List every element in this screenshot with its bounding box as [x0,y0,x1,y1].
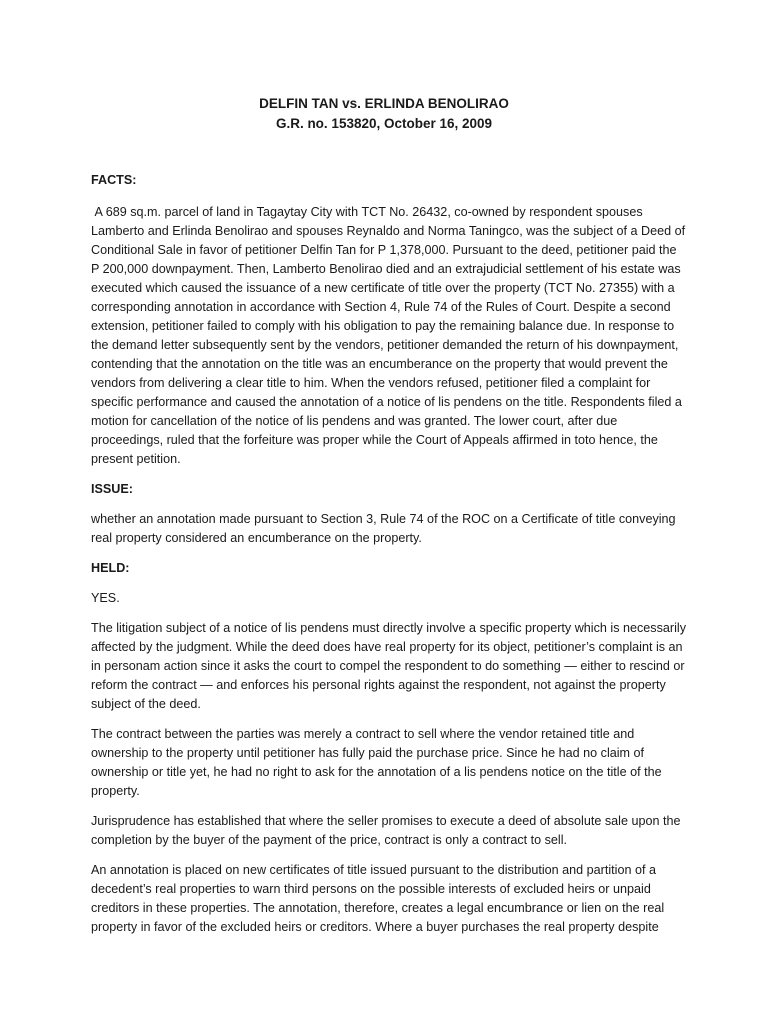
issue-paragraph: whether an annotation made pursuant to Section 3, Rule 74 of the ROC on a Certificate of title conveying real property considered an encumberance on the property. [91,512,680,545]
case-citation: G.R. no. 153820, October 16, 2009 [275,116,493,131]
held-paragraph-4: An annotation is placed on new certificates of title issued pursuant to the distribution and partition of a decedent’s real properties to warn third persons on the possible interests of excluded heirs or unpaid creditors in these properties. The annotation, therefore, creates a legal encumbrance or lien on the real property in favor of the excluded heirs or creditors. Where a buyer purchases the real property despite [91,863,668,934]
held-heading: HELD: [91,561,130,575]
case-title: DELFIN TAN vs. ERLINDA BENOLIRAO [259,96,509,111]
held-paragraph-1: The litigation subject of a notice of lis pendens must directly involve a specific property which is necessarily affected by the judgment. While the deed does have real property for its object, petitioner’s complaint is an in personam action since it asks the court to compel the respondent to do something — either to rescind or reform the contract — and enforces his personal rights against the respondent, not against the property subject of the deed. [91,621,690,711]
issue-heading: ISSUE: [91,482,133,496]
held-paragraph-3: Jurisprudence has established that where the seller promises to execute a deed of absolute sale upon the completion by the buyer of the payment of the price, contract is only a contract to sell. [91,814,684,847]
facts-paragraph: A 689 sq.m. parcel of land in Tagaytay City with TCT No. 26432, co-owned by respondent spouses Lamberto and Erlinda Benolirao and spouses Reynaldo and Norma Taningco, was the subject of a Deed of Conditional Sale in favor of petitioner Delfin Tan for P 1,378,000. Pursuant to the deed, petitioner paid the P 200,000 downpayment. Then, Lamberto Benolirao died and an extrajudicial settlement of his estate was executed which caused the issuance of a new certificate of title over the property (TCT No. 27355) with a corresponding annotation in accordance with Section 4, Rule 74 of the Rules of Court. Despite a second extension, petitioner failed to comply with his obligation to pay the remaining balance due. In response to the demand letter subsequently sent by the vendors, petitioner demanded the return of his downpayment, contending that the annotation on the title was an encumberance on the property that would prevent the vendors from delivering a clear title to him. When the vendors refused, petitioner filed a complaint for specific performance and caused the annotation of a notice of lis pendens on the title. Respondents filed a motion for cancellation of the notice of lis pendens and was granted. The lower court, after due proceedings, ruled that the forfeiture was proper while the Court of Appeals affirmed in toto hence, the present petition. [91,205,689,466]
document-body [91,171,690,948]
held-answer: YES. [91,591,120,605]
facts-heading: FACTS: [91,173,137,187]
document-title-block [0,94,768,134]
held-paragraph-2: The contract between the parties was merely a contract to sell where the vendor retained title and ownership to the property until petitioner has fully paid the purchase price. Since he had no claim of ownership or title yet, he had no right to ask for the annotation of a lis pendens notice on the title of the property. [91,727,666,798]
